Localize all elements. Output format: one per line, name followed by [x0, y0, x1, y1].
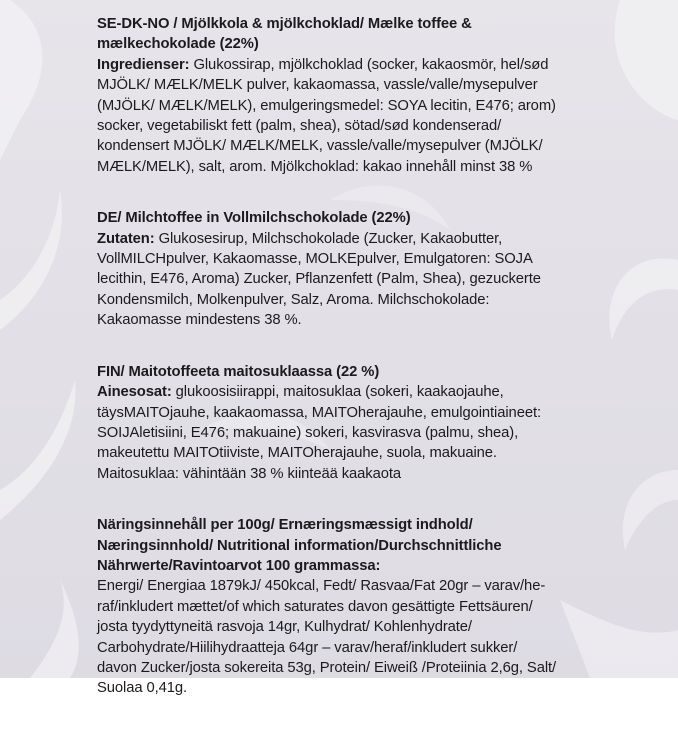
ingredients-label: Ingredienser: [97, 56, 190, 73]
ingredients-line: socker, vegetabiliskt fett (palm, shea), sötad/sød kondenserad/ [97, 118, 502, 135]
ingredient-text-block [97, 14, 657, 730]
section-nutrition [97, 515, 657, 699]
ingredients-line: Kondensmilch, Molkenpulver, Salz, Aroma. Milchschokolade: [97, 291, 490, 308]
section-fin [97, 362, 657, 484]
ingredients-line: (MJÖLK/ MÆLK/MELK), emulgeringsmedel: SOYA lecitin, E476; arom) [97, 97, 556, 114]
ingredients-text: glukoosisiirappi, maitosuklaa (sokeri, kaakaojauhe, [171, 384, 504, 401]
nutrition-line: Energi/ Energiaa 1879kJ/ 450kcal, Fedt/ Rasvaa/Fat 20gr – varav/he- [97, 578, 546, 595]
nutrition-heading-line: Næringsinnhold/ Nutritional information/Durchschnittliche [97, 537, 502, 554]
section-heading-line: SE-DK-NO / Mjölkkola & mjölkchoklad/ Mælke toffee & [97, 16, 472, 32]
nutrition-line: raf/inkludert mættet/of which saturates davon gesättigte Fettsäuren/ [97, 598, 533, 615]
nutrition-line: Suolaa 0,41g. [97, 680, 188, 697]
ingredients-label: Zutaten: [97, 230, 155, 247]
ingredients-line: MJÖLK/ MÆLK/MELK pulver, kakaomassa, vassle/valle/mysepulver [97, 77, 538, 94]
section-de [97, 208, 657, 330]
ingredients-line: makeutettu MAITOtiiviste, MAITOherajauhe, suola, makuaine. [97, 445, 497, 462]
ingredients-text: Glukossirap, mjölkchoklad (socker, kakaosmör, hel/sød [189, 56, 549, 73]
section-se-dk-no [97, 14, 657, 177]
ingredients-line: kondensert MJÖLK/ MÆLK/MELK, vassle/valle/mysepulver (MJÖLK/ [97, 138, 543, 155]
ingredients-line: VollMILCHpulver, Kakaomasse, MOLKEpulver, Emulgatoren: SOJA [97, 251, 533, 268]
nutrition-line: Carbohydrate/Hiilihydraatteja 64gr – varav/heraf/inkludert sukker/ [97, 639, 518, 656]
section-heading-line: DE/ Milchtoffee in Vollmilchschokolade (22%) [97, 210, 411, 227]
ingredients-line: Maitosuklaa: vähintään 38 % kiinteää kaakaota [97, 465, 401, 482]
ingredients-first-line [97, 382, 657, 402]
ingredients-text: Glukosesirup, Milchschokolade (Zucker, Kakaobutter, [154, 230, 503, 247]
ingredients-first-line [97, 229, 657, 249]
nutrition-line: davon Zucker/josta sokereita 53g, Protein/ Eiweiß /Proteiinia 2,6g, Salt/ [97, 659, 557, 676]
nutrition-line: josta tyydyttyneitä rasvoja 14gr, Kulhydrat/ Kohlenhydrate/ [97, 619, 472, 636]
nutrition-heading-line: Näringsinnehåll per 100g/ Ernæringsmæssigt indhold/ [97, 517, 473, 534]
ingredients-first-line [97, 55, 657, 75]
nutrition-heading-line: Nährwerte/Ravintoarvot 100 grammassa: [97, 557, 381, 574]
ingredients-line: MÆLK/MELK), salt, arom. Mjölkchoklad: kakao innehåll minst 38 % [97, 158, 533, 175]
ingredients-line: täysMAITOjauhe, kaakaomassa, MAITOherajauhe, emulgointiaineet: [97, 404, 541, 421]
ingredients-line: Kakaomasse mindestens 38 %. [97, 312, 302, 329]
ingredients-line: lecithin, E476, Aroma) Zucker, Pflanzenfett (Palm, Shea), gezuckerte [97, 271, 541, 288]
ingredients-label: Ainesosat: [97, 384, 172, 401]
section-heading-line: mælkechokolade (22%) [97, 36, 259, 53]
ingredients-line: SOIJAletisiini, E476; makuaine) sokeri, kasvirasva (palmu, shea), [97, 424, 519, 441]
section-heading-line: FIN/ Maitotoffeeta maitosuklaassa (22 %) [97, 363, 380, 380]
